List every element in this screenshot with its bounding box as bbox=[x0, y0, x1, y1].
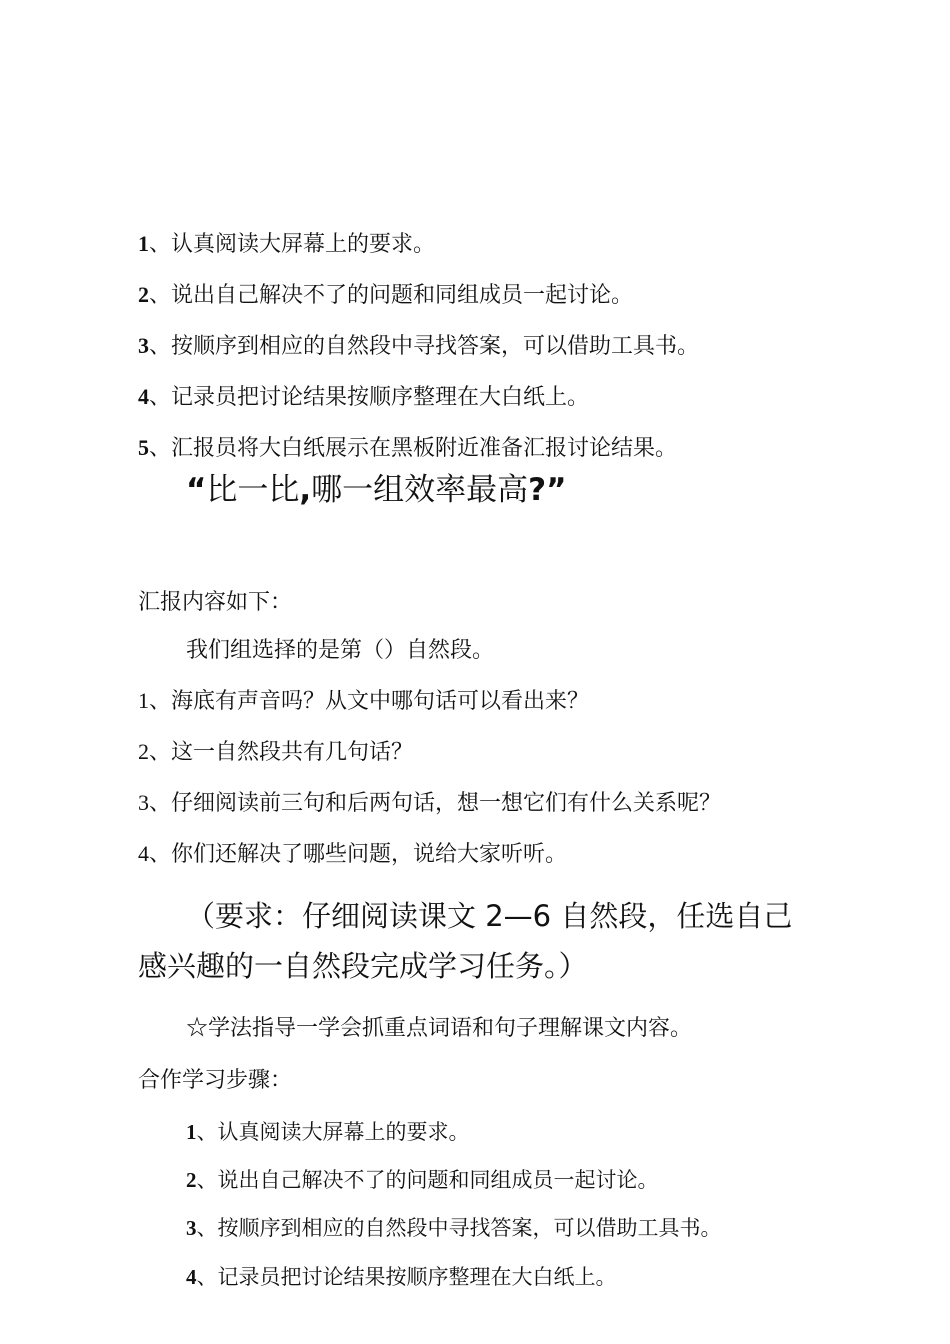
question-4: 4、你们还解决了哪些问题，说给大家听听。 bbox=[138, 841, 568, 867]
step-a-3: 3、按顺序到相应的自然段中寻找答案，可以借助工具书。 bbox=[138, 333, 700, 359]
cooperation-heading: 合作学习步骤： bbox=[138, 1068, 293, 1093]
step-b-4: 4、记录员把讨论结果按顺序整理在大白纸上。 bbox=[186, 1265, 617, 1289]
requirement-line-1: （要求：仔细阅读课文 2—6 自然段，任选自己 bbox=[186, 899, 793, 933]
study-method-guide: ☆学法指导一学会抓重点词语和句子理解课文内容。 bbox=[186, 1016, 693, 1041]
step-a-1: 1、认真阅读大屏幕上的要求。 bbox=[138, 231, 436, 257]
step-b-3: 3、按顺序到相应的自然段中寻找答案，可以借助工具书。 bbox=[186, 1216, 722, 1240]
paragraph-choice-line: 我们组选择的是第（）自然段。 bbox=[186, 638, 495, 663]
step-a-5: 5、汇报员将大白纸展示在黑板附近准备汇报讨论结果。 bbox=[138, 435, 678, 461]
question-2: 2、这一自然段共有几句话？ bbox=[138, 739, 414, 765]
requirement-line-2: 感兴趣的一自然段完成学习任务。） bbox=[138, 949, 588, 983]
question-3: 3、仔细阅读前三句和后两句话，想一想它们有什么关系呢？ bbox=[138, 790, 722, 816]
slogan: “比一比,哪一组效率最高?” bbox=[186, 472, 567, 508]
step-b-2: 2、说出自己解决不了的问题和同组成员一起讨论。 bbox=[186, 1168, 659, 1192]
step-b-1: 1、认真阅读大屏幕上的要求。 bbox=[186, 1120, 470, 1144]
report-heading: 汇报内容如下： bbox=[138, 590, 293, 615]
question-1: 1、海底有声音吗？从文中哪句话可以看出来？ bbox=[138, 688, 590, 714]
step-a-4: 4、记录员把讨论结果按顺序整理在大白纸上。 bbox=[138, 384, 590, 410]
step-a-2: 2、说出自己解决不了的问题和同组成员一起讨论。 bbox=[138, 282, 634, 308]
